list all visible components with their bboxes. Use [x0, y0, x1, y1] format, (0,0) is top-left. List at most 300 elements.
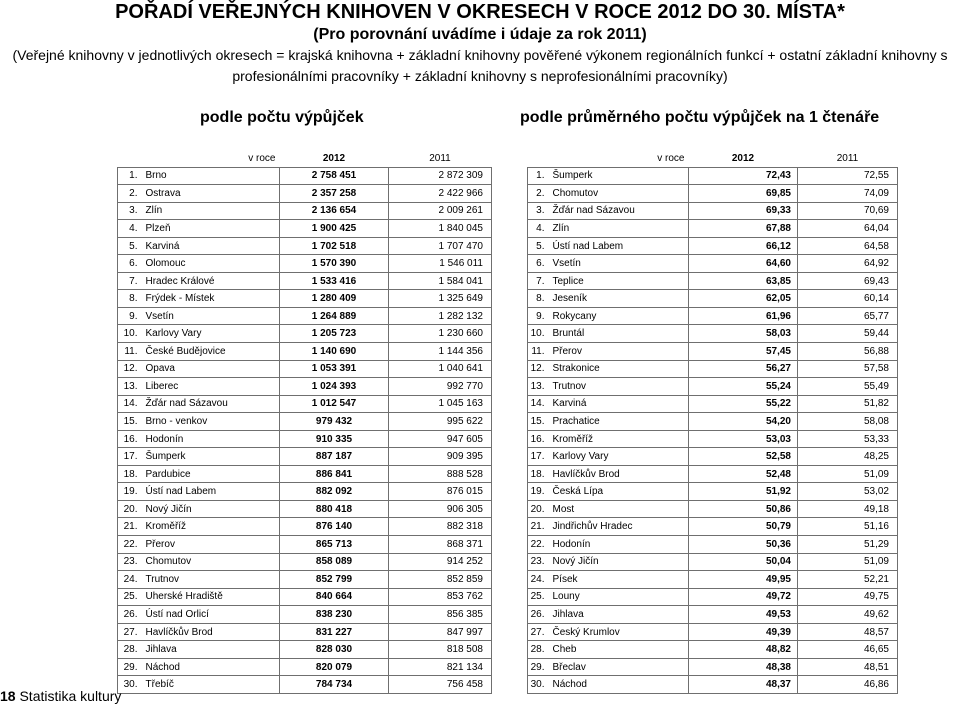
- table-row: [528, 185, 898, 203]
- table-row: [118, 307, 492, 325]
- value-2011-cell: 882 318: [389, 518, 492, 536]
- value-2011-cell: 1 230 660: [389, 325, 492, 343]
- table-row: [118, 413, 492, 431]
- value-2012-cell: 58,03: [689, 325, 798, 343]
- value-2011-cell: 48,25: [798, 448, 898, 466]
- rank-cell: 22.: [118, 536, 142, 554]
- publication-name: Statistika kultury: [19, 688, 122, 704]
- value-2012-cell: 2 357 258: [280, 185, 389, 203]
- value-2012-cell: 1 533 416: [280, 272, 389, 290]
- rank-cell: 27.: [118, 623, 142, 641]
- table-row: [528, 220, 898, 238]
- table-row: [118, 676, 492, 694]
- rank-cell: 14.: [118, 395, 142, 413]
- page-description: (Veřejné knihovny v jednotlivých okresech = krajská knihovna + základní knihovny pověřené výkonem regionálních funkcí + ostatní základní knihovny s profesionálními pracovníky + základní knihovny s neprofesionálními pracovníky): [12, 47, 948, 84]
- value-2011-cell: 853 762: [389, 588, 492, 606]
- rank-cell: 20.: [528, 500, 549, 518]
- value-2011-cell: 852 859: [389, 571, 492, 589]
- loans-count-table: [117, 150, 492, 694]
- rank-cell: 4.: [528, 220, 549, 238]
- value-2011-cell: 46,65: [798, 641, 898, 659]
- value-2012-cell: 1 280 409: [280, 290, 389, 308]
- district-name-cell: Šumperk: [142, 448, 280, 466]
- rank-cell: 30.: [118, 676, 142, 694]
- rank-cell: 9.: [118, 307, 142, 325]
- value-2012-cell: 852 799: [280, 571, 389, 589]
- table-row: [528, 606, 898, 624]
- table-row: [528, 483, 898, 501]
- rank-cell: 4.: [118, 220, 142, 238]
- table-body: [118, 167, 492, 693]
- value-2011-cell: 1 282 132: [389, 307, 492, 325]
- table-row: [528, 536, 898, 554]
- table-row: [528, 658, 898, 676]
- value-2011-cell: 947 605: [389, 430, 492, 448]
- value-2012-cell: 55,24: [689, 378, 798, 396]
- value-2012-cell: 887 187: [280, 448, 389, 466]
- district-name-cell: Teplice: [549, 272, 689, 290]
- header-label: v roce: [657, 152, 685, 164]
- district-name-cell: Kroměříž: [549, 430, 689, 448]
- value-2011-cell: 2 422 966: [389, 185, 492, 203]
- rank-cell: 16.: [118, 430, 142, 448]
- rank-cell: 19.: [528, 483, 549, 501]
- value-2011-cell: 48,57: [798, 623, 898, 641]
- table-row: [118, 325, 492, 343]
- rank-cell: 9.: [528, 307, 549, 325]
- value-2012-cell: 876 140: [280, 518, 389, 536]
- page-subtitle: (Pro porovnání uvádíme i údaje za rok 2011): [313, 26, 647, 43]
- table-row: [118, 360, 492, 378]
- district-name-cell: Pardubice: [142, 465, 280, 483]
- table-row: [118, 571, 492, 589]
- district-name-cell: Písek: [549, 571, 689, 589]
- district-name-cell: Louny: [549, 588, 689, 606]
- value-2012-cell: 50,04: [689, 553, 798, 571]
- district-name-cell: Rokycany: [549, 307, 689, 325]
- rank-cell: 1.: [118, 167, 142, 185]
- page-footer: [0, 686, 121, 706]
- district-name-cell: Jindřichův Hradec: [549, 518, 689, 536]
- value-2012-cell: 52,48: [689, 465, 798, 483]
- rank-cell: 28.: [118, 641, 142, 659]
- table-row: [118, 641, 492, 659]
- rank-cell: 28.: [528, 641, 549, 659]
- district-name-cell: Česká Lípa: [549, 483, 689, 501]
- table-row: [118, 588, 492, 606]
- value-2012-cell: 61,96: [689, 307, 798, 325]
- table-row: [528, 378, 898, 396]
- rank-cell: 14.: [528, 395, 549, 413]
- rank-cell: 20.: [118, 500, 142, 518]
- district-name-cell: Trutnov: [549, 378, 689, 396]
- value-2011-cell: 2 009 261: [389, 202, 492, 220]
- value-2011-cell: 64,58: [798, 237, 898, 255]
- value-2012-cell: 886 841: [280, 465, 389, 483]
- value-2011-cell: 64,04: [798, 220, 898, 238]
- rank-cell: 5.: [118, 237, 142, 255]
- table-row: [528, 623, 898, 641]
- value-2012-cell: 51,92: [689, 483, 798, 501]
- page-title: POŘADÍ VEŘEJNÝCH KNIHOVEN V OKRESECH V ROCE 2012 DO 30. MÍSTA*: [115, 1, 845, 23]
- table-row: [118, 553, 492, 571]
- value-2011-cell: 1 040 641: [389, 360, 492, 378]
- value-2012-cell: 1 570 390: [280, 255, 389, 273]
- value-2012-cell: 1 900 425: [280, 220, 389, 238]
- table-row: [528, 518, 898, 536]
- value-2011-cell: 55,49: [798, 378, 898, 396]
- table-row: [118, 237, 492, 255]
- value-2012-cell: 979 432: [280, 413, 389, 431]
- value-2011-cell: 1 144 356: [389, 343, 492, 361]
- value-2012-cell: 858 089: [280, 553, 389, 571]
- value-2012-cell: 56,27: [689, 360, 798, 378]
- value-2012-cell: 865 713: [280, 536, 389, 554]
- district-name-cell: Chomutov: [549, 185, 689, 203]
- value-2012-cell: 62,05: [689, 290, 798, 308]
- rank-cell: 3.: [118, 202, 142, 220]
- value-2012-cell: 880 418: [280, 500, 389, 518]
- table-row: [118, 202, 492, 220]
- district-name-cell: Chomutov: [142, 553, 280, 571]
- district-name-cell: Olomouc: [142, 255, 280, 273]
- value-2011-cell: 53,33: [798, 430, 898, 448]
- value-2012-cell: 840 664: [280, 588, 389, 606]
- district-name-cell: Žďár nad Sázavou: [549, 202, 689, 220]
- rank-cell: 8.: [528, 290, 549, 308]
- rank-cell: 24.: [118, 571, 142, 589]
- value-2012-cell: 66,12: [689, 237, 798, 255]
- value-2011-cell: 69,43: [798, 272, 898, 290]
- value-2012-cell: 49,39: [689, 623, 798, 641]
- rank-cell: 7.: [528, 272, 549, 290]
- value-2011-cell: 868 371: [389, 536, 492, 554]
- district-name-cell: Liberec: [142, 378, 280, 396]
- value-2012-cell: 53,03: [689, 430, 798, 448]
- header-year-2011: 2011: [836, 152, 859, 164]
- table-row: [528, 571, 898, 589]
- rank-cell: 13.: [528, 378, 549, 396]
- value-2011-cell: 756 458: [389, 676, 492, 694]
- table-row: [528, 237, 898, 255]
- value-2012-cell: 910 335: [280, 430, 389, 448]
- rank-cell: 21.: [118, 518, 142, 536]
- value-2012-cell: 50,86: [689, 500, 798, 518]
- table-row: [528, 272, 898, 290]
- district-name-cell: Přerov: [549, 343, 689, 361]
- district-name-cell: Karviná: [549, 395, 689, 413]
- table-row: [528, 325, 898, 343]
- table-row: [118, 272, 492, 290]
- right-section-title: podle průměrného počtu výpůjček na 1 čtenáře: [520, 109, 880, 126]
- value-2011-cell: 64,92: [798, 255, 898, 273]
- table-row: [528, 255, 898, 273]
- rank-cell: 27.: [528, 623, 549, 641]
- header-year-2012: 2012: [322, 152, 346, 164]
- district-name-cell: Havlíčkův Brod: [142, 623, 280, 641]
- rank-cell: 18.: [118, 465, 142, 483]
- value-2012-cell: 820 079: [280, 658, 389, 676]
- value-2012-cell: 2 136 654: [280, 202, 389, 220]
- table-header-row: [528, 150, 898, 167]
- table-row: [118, 378, 492, 396]
- table-row: [528, 641, 898, 659]
- table-row: [528, 430, 898, 448]
- rank-cell: 7.: [118, 272, 142, 290]
- rank-cell: 6.: [528, 255, 549, 273]
- table-row: [118, 448, 492, 466]
- value-2011-cell: 51,82: [798, 395, 898, 413]
- district-name-cell: Hodonín: [142, 430, 280, 448]
- district-name-cell: Břeclav: [549, 658, 689, 676]
- value-2011-cell: 1 045 163: [389, 395, 492, 413]
- district-name-cell: Prachatice: [549, 413, 689, 431]
- rank-cell: 16.: [528, 430, 549, 448]
- value-2012-cell: 63,85: [689, 272, 798, 290]
- value-2011-cell: 1 325 649: [389, 290, 492, 308]
- district-name-cell: Ústí nad Labem: [142, 483, 280, 501]
- table-row: [118, 518, 492, 536]
- value-2012-cell: 838 230: [280, 606, 389, 624]
- table-row: [118, 395, 492, 413]
- table-row: [528, 202, 898, 220]
- loans-per-reader-table: [527, 150, 898, 694]
- value-2011-cell: 49,18: [798, 500, 898, 518]
- table-row: [528, 290, 898, 308]
- table-row: [118, 343, 492, 361]
- table-row: [118, 290, 492, 308]
- value-2012-cell: 1 264 889: [280, 307, 389, 325]
- value-2012-cell: 49,95: [689, 571, 798, 589]
- rank-cell: 13.: [118, 378, 142, 396]
- rank-cell: 26.: [528, 606, 549, 624]
- table-row: [118, 465, 492, 483]
- district-name-cell: Zlín: [549, 220, 689, 238]
- table-row: [118, 658, 492, 676]
- value-2011-cell: 70,69: [798, 202, 898, 220]
- rank-cell: 22.: [528, 536, 549, 554]
- value-2012-cell: 57,45: [689, 343, 798, 361]
- value-2012-cell: 55,22: [689, 395, 798, 413]
- rank-cell: 2.: [528, 185, 549, 203]
- rank-cell: 10.: [528, 325, 549, 343]
- rank-cell: 25.: [118, 588, 142, 606]
- value-2012-cell: 784 734: [280, 676, 389, 694]
- district-name-cell: Jihlava: [142, 641, 280, 659]
- value-2011-cell: 65,77: [798, 307, 898, 325]
- table-row: [528, 395, 898, 413]
- district-name-cell: Karlovy Vary: [142, 325, 280, 343]
- value-2011-cell: 72,55: [798, 167, 898, 185]
- district-name-cell: Ústí nad Labem: [549, 237, 689, 255]
- district-name-cell: Vsetín: [549, 255, 689, 273]
- value-2012-cell: 1 012 547: [280, 395, 389, 413]
- rank-cell: 21.: [528, 518, 549, 536]
- district-name-cell: Náchod: [142, 658, 280, 676]
- value-2012-cell: 1 053 391: [280, 360, 389, 378]
- value-2012-cell: 1 702 518: [280, 237, 389, 255]
- table-row: [118, 500, 492, 518]
- table-row: [528, 413, 898, 431]
- value-2012-cell: 48,38: [689, 658, 798, 676]
- rank-cell: 25.: [528, 588, 549, 606]
- rank-cell: 24.: [528, 571, 549, 589]
- rank-cell: 12.: [118, 360, 142, 378]
- rank-cell: 10.: [118, 325, 142, 343]
- value-2011-cell: 51,09: [798, 553, 898, 571]
- district-name-cell: Vsetín: [142, 307, 280, 325]
- district-name-cell: Havlíčkův Brod: [549, 465, 689, 483]
- value-2012-cell: 831 227: [280, 623, 389, 641]
- value-2012-cell: 828 030: [280, 641, 389, 659]
- district-name-cell: Šumperk: [549, 167, 689, 185]
- district-name-cell: Hodonín: [549, 536, 689, 554]
- value-2012-cell: 72,43: [689, 167, 798, 185]
- district-name-cell: Uherské Hradiště: [142, 588, 280, 606]
- value-2011-cell: 821 134: [389, 658, 492, 676]
- rank-cell: 2.: [118, 185, 142, 203]
- table-row: [118, 167, 492, 185]
- page-number: 18: [0, 688, 16, 704]
- value-2011-cell: 49,75: [798, 588, 898, 606]
- district-name-cell: Opava: [142, 360, 280, 378]
- value-2011-cell: 876 015: [389, 483, 492, 501]
- table-row: [528, 360, 898, 378]
- value-2012-cell: 1 024 393: [280, 378, 389, 396]
- table-row: [528, 500, 898, 518]
- table-row: [118, 536, 492, 554]
- district-name-cell: Frýdek - Místek: [142, 290, 280, 308]
- value-2012-cell: 48,82: [689, 641, 798, 659]
- value-2011-cell: 818 508: [389, 641, 492, 659]
- value-2012-cell: 49,53: [689, 606, 798, 624]
- district-name-cell: Trutnov: [142, 571, 280, 589]
- rank-cell: 3.: [528, 202, 549, 220]
- rank-cell: 6.: [118, 255, 142, 273]
- value-2011-cell: 888 528: [389, 465, 492, 483]
- rank-cell: 12.: [528, 360, 549, 378]
- value-2012-cell: 64,60: [689, 255, 798, 273]
- value-2012-cell: 50,36: [689, 536, 798, 554]
- value-2011-cell: 1 840 045: [389, 220, 492, 238]
- rank-cell: 18.: [528, 465, 549, 483]
- header-year-2012: 2012: [731, 152, 755, 164]
- table-row: [118, 483, 492, 501]
- value-2011-cell: 59,44: [798, 325, 898, 343]
- value-2011-cell: 58,08: [798, 413, 898, 431]
- header-year-2011: 2011: [429, 152, 451, 164]
- table-row: [528, 343, 898, 361]
- rank-cell: 11.: [118, 343, 142, 361]
- district-name-cell: Hradec Králové: [142, 272, 280, 290]
- value-2011-cell: 847 997: [389, 623, 492, 641]
- rank-cell: 29.: [528, 658, 549, 676]
- value-2011-cell: 51,16: [798, 518, 898, 536]
- rank-cell: 19.: [118, 483, 142, 501]
- table-header-row: [118, 150, 492, 167]
- district-name-cell: Plzeň: [142, 220, 280, 238]
- district-name-cell: Třebíč: [142, 676, 280, 694]
- district-name-cell: Cheb: [549, 641, 689, 659]
- district-name-cell: Strakonice: [549, 360, 689, 378]
- value-2011-cell: 1 707 470: [389, 237, 492, 255]
- value-2011-cell: 992 770: [389, 378, 492, 396]
- value-2011-cell: 856 385: [389, 606, 492, 624]
- table-row: [118, 623, 492, 641]
- value-2011-cell: 1 584 041: [389, 272, 492, 290]
- district-name-cell: Jeseník: [549, 290, 689, 308]
- table-row: [118, 430, 492, 448]
- value-2011-cell: 46,86: [798, 676, 898, 694]
- value-2011-cell: 53,02: [798, 483, 898, 501]
- table-row: [528, 676, 898, 694]
- table-row: [118, 185, 492, 203]
- value-2012-cell: 48,37: [689, 676, 798, 694]
- value-2012-cell: 1 140 690: [280, 343, 389, 361]
- table-body: [528, 167, 898, 693]
- rank-cell: 15.: [118, 413, 142, 431]
- value-2012-cell: 67,88: [689, 220, 798, 238]
- value-2012-cell: 1 205 723: [280, 325, 389, 343]
- value-2012-cell: 69,85: [689, 185, 798, 203]
- district-name-cell: Brno - venkov: [142, 413, 280, 431]
- value-2011-cell: 909 395: [389, 448, 492, 466]
- value-2011-cell: 51,09: [798, 465, 898, 483]
- district-name-cell: Jihlava: [549, 606, 689, 624]
- value-2011-cell: 2 872 309: [389, 167, 492, 185]
- value-2012-cell: 54,20: [689, 413, 798, 431]
- district-name-cell: Bruntál: [549, 325, 689, 343]
- district-name-cell: Přerov: [142, 536, 280, 554]
- district-name-cell: Ostrava: [142, 185, 280, 203]
- value-2011-cell: 906 305: [389, 500, 492, 518]
- value-2012-cell: 49,72: [689, 588, 798, 606]
- value-2011-cell: 57,58: [798, 360, 898, 378]
- table-row: [528, 588, 898, 606]
- value-2011-cell: 48,51: [798, 658, 898, 676]
- rank-cell: 8.: [118, 290, 142, 308]
- table-row: [118, 220, 492, 238]
- rank-cell: 11.: [528, 343, 549, 361]
- left-section-title: podle počtu výpůjček: [200, 109, 364, 126]
- value-2012-cell: 882 092: [280, 483, 389, 501]
- district-name-cell: Kroměříž: [142, 518, 280, 536]
- table-row: [528, 307, 898, 325]
- value-2011-cell: 49,62: [798, 606, 898, 624]
- value-2011-cell: 52,21: [798, 571, 898, 589]
- district-name-cell: Zlín: [142, 202, 280, 220]
- rank-cell: 23.: [528, 553, 549, 571]
- value-2011-cell: 60,14: [798, 290, 898, 308]
- value-2012-cell: 2 758 451: [280, 167, 389, 185]
- rank-cell: 1.: [528, 167, 549, 185]
- value-2011-cell: 74,09: [798, 185, 898, 203]
- table-row: [528, 465, 898, 483]
- rank-cell: 15.: [528, 413, 549, 431]
- rank-cell: 5.: [528, 237, 549, 255]
- rank-cell: 30.: [528, 676, 549, 694]
- rank-cell: 29.: [118, 658, 142, 676]
- district-name-cell: Karlovy Vary: [549, 448, 689, 466]
- value-2011-cell: 51,29: [798, 536, 898, 554]
- value-2012-cell: 52,58: [689, 448, 798, 466]
- value-2011-cell: 914 252: [389, 553, 492, 571]
- rank-cell: 23.: [118, 553, 142, 571]
- district-name-cell: Nový Jičín: [142, 500, 280, 518]
- rank-cell: 17.: [528, 448, 549, 466]
- rank-cell: 17.: [118, 448, 142, 466]
- value-2012-cell: 50,79: [689, 518, 798, 536]
